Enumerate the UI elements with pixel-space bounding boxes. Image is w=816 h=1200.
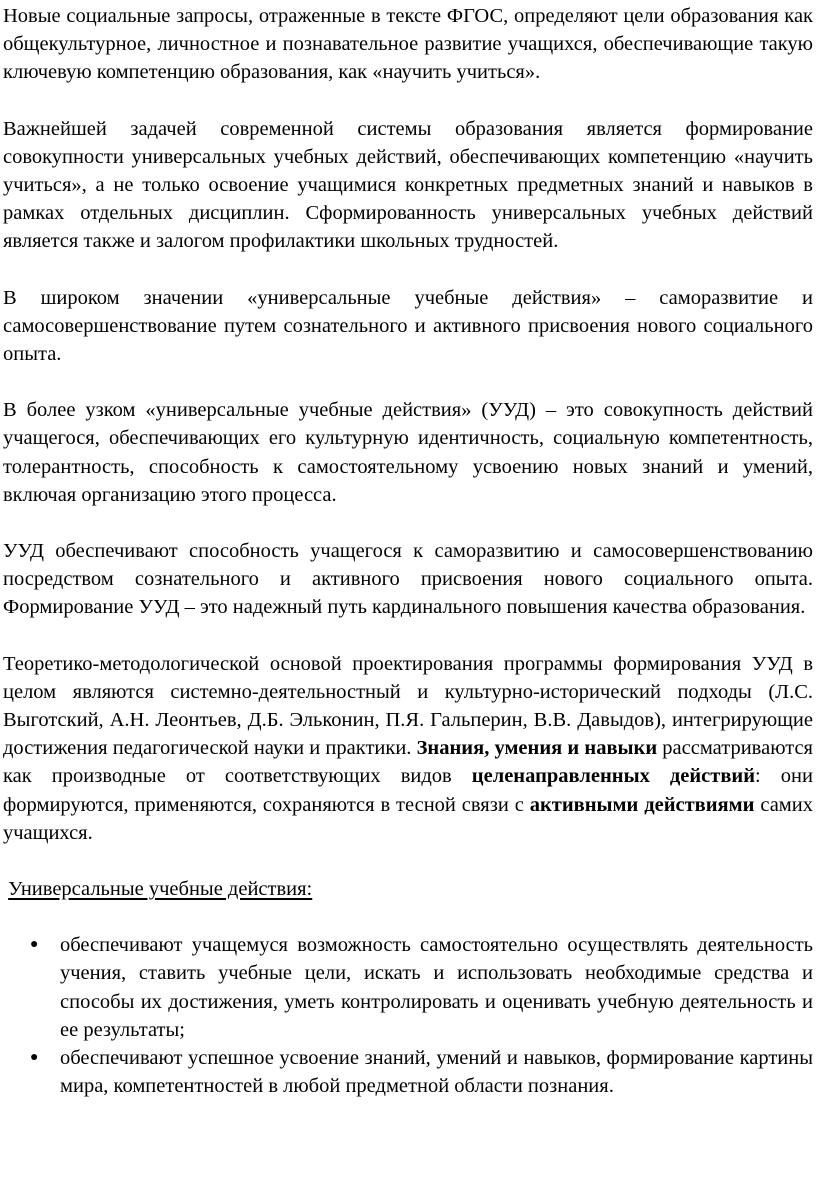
theoretical-text-4: самих учащихся. <box>3 793 813 844</box>
paragraph-uud-provide: УУД обеспечивают способность учащегося к саморазвитию и самосовершенствованию посредством сознательного и активного присвоения нового социального опыта. Формирование УУД – это надежный путь кардинального повышения качества образования. <box>3 540 813 619</box>
paragraph-narrow-meaning: В более узком «универсальные учебные действия» (УУД) – это совокупность действий учащегося, обеспечивающих его культурную идентичность, социальную компетентность, толерантность, способность к самостоятельному усвоению новых знаний и умений, включая организацию этого процесса. <box>3 399 813 506</box>
bullet-icon: ● <box>30 937 39 953</box>
list-item-text: обеспечивают успешное усвоение знаний, умений и навыков, формирование картины мира, компетентностей в любой предметной области познания. <box>60 1047 813 1098</box>
list-item <box>3 1044 813 1100</box>
theoretical-text-1: Теоретико-методологической основой проектирования программы формирования УУД в целом являются системно-деятельностный и культурно-исторический подходы (Л.С. Выготский, А.Н. Леонтьев, Д.Б. Эльконин, П.Я. Гальперин, В.В. Давыдов), интегрирующие достижения педагогической науки и практики. <box>3 652 813 760</box>
paragraph-fgos-requests: Новые социальные запросы, отраженные в тексте ФГОС, определяют цели образования как общекультурное, личностное и познавательное развитие учащихся, обеспечивающие такую ключевую компетенцию образования, как «научить учиться». <box>3 5 813 84</box>
bullet-icon: ● <box>30 1050 39 1066</box>
theoretical-text-2: рассматриваются как производные от соответствующих видов <box>3 737 813 788</box>
theoretical-text-3: : они формируются, применяются, сохраняются в тесной связи с <box>3 765 814 816</box>
list-item-text: обеспечивают учащемуся возможность самостоятельно осуществлять деятельность учения, ставить учебные цели, искать и использовать необходимые средства и способы их достижения, уметь контролировать и оценивать учебную деятельность и ее результаты; <box>60 934 813 1041</box>
section-heading-text: Универсальные учебные действия: <box>8 878 313 901</box>
paragraph-theoretical-basis <box>3 650 813 847</box>
list-item <box>3 931 813 1044</box>
bold-knowledge-skills: Знания, умения и навыки <box>416 737 658 760</box>
section-heading <box>3 875 813 903</box>
paragraph-main-task: Важнейшей задачей современной системы образования является формирование совокупности универсальных учебных действий, обеспечивающих компетенцию «научить учиться», а не только освоение учащимися конкретных предметных знаний и навыков в рамках отдельных дисциплин. Сформированность универсальных учебных действий является также и залогом профилактики школьных трудностей. <box>3 117 813 253</box>
document-page <box>3 0 813 1101</box>
paragraph-broad-meaning: В широком значении «универсальные учебные действия» – саморазвитие и самосовершенствование путем сознательного и активного присвоения нового социального опыта. <box>3 286 813 366</box>
bold-active-actions: активными действиями <box>529 793 755 816</box>
bullet-list <box>3 931 813 1100</box>
bold-purposeful-actions: целенаправленных действий <box>471 765 756 788</box>
